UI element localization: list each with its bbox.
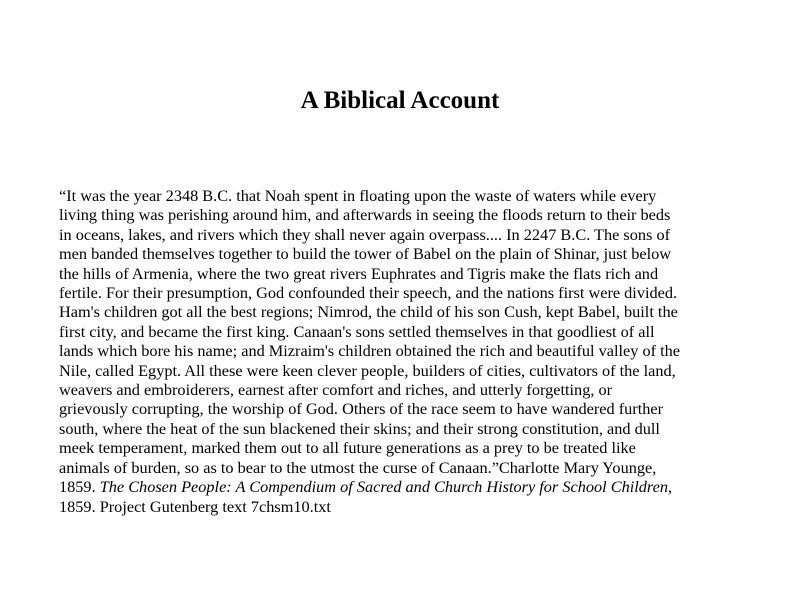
quote-line: living thing was perishing around him, and afterwards in seeing the floods return to their beds: [59, 205, 671, 225]
quote-line: men banded themselves together to build the tower of Babel on the plain of Shinar, just below: [59, 244, 672, 264]
page-title: A Biblical Account: [300, 87, 500, 114]
quote-line: animals of burden, so as to bear to the utmost the curse of Canaan.”Charlotte Mary Younge,: [59, 457, 657, 477]
citation-comma: ,: [668, 477, 673, 497]
quote-body: [59, 186, 745, 516]
quote-line: fertile. For their presumption, God confounded their speech, and the nations first were divided.: [59, 283, 678, 303]
quote-line: first city, and became the first king. Canaan's sons settled themselves in that goodliest of all: [59, 321, 655, 341]
quote-line: grievously corrupting, the worship of God. Others of the race seem to have wandered further: [59, 399, 664, 419]
quote-line: “It was the year 2348 B.C. that Noah spent in floating upon the waste of waters while every: [59, 186, 657, 205]
quote-line: in oceans, lakes, and rivers which they shall never again overpass.... In 2247 B.C. The sons of: [59, 224, 671, 244]
quote-line: the hills of Armenia, where the two great rivers Euphrates and Tigris make the flats rich and: [59, 263, 659, 283]
quote-line: south, where the heat of the sun blackened their skins; and their strong constitution, and dull: [59, 418, 660, 438]
quote-line: meek temperament, marked them out to all future generations as a prey to be treated like: [59, 438, 636, 458]
citation-year: 1859.: [59, 477, 100, 497]
quote-line: Ham's children got all the best regions; Nimrod, the child of his son Cush, kept Babel, built the: [59, 302, 678, 322]
citation-source: 1859. Project Gutenberg text 7chsm10.txt: [59, 496, 331, 516]
quote-line: weavers and embroiderers, earnest after comfort and riches, and utterly forgetting, or: [59, 380, 613, 400]
quote-line: lands which bore his name; and Mizraim's children obtained the rich and beautiful valley of the: [59, 341, 680, 361]
citation-book-title: The Chosen People: A Compendium of Sacred and Church History for School Children: [99, 477, 668, 497]
quote-line: Nile, called Egypt. All these were keen clever people, builders of cities, cultivators of the land,: [59, 360, 676, 380]
citation-line: [59, 477, 745, 496]
